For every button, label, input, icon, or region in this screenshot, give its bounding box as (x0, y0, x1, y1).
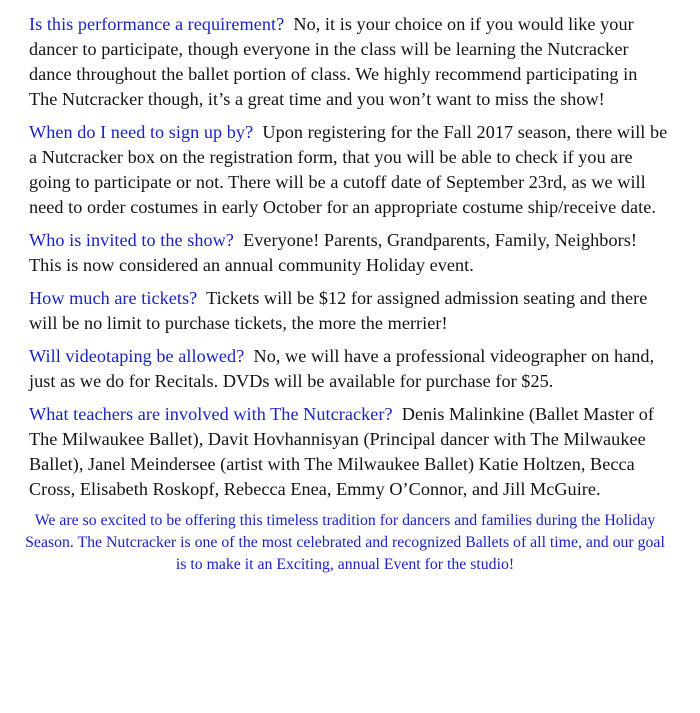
faq-item-requirement (29, 12, 670, 112)
faq-question: Is this performance a requirement? (29, 14, 285, 34)
faq-question: Will videotaping be allowed? (29, 346, 245, 366)
faq-paragraph (29, 344, 670, 394)
faq-answer: Everyone! Parents, Grandparents, Family, Neighbors! This is now considered an annual community Holiday event. (29, 230, 637, 275)
faq-paragraph (29, 12, 670, 112)
faq-item-videotaping (29, 344, 670, 394)
faq-answer: Upon registering for the Fall 2017 season, there will be a Nutcracker box on the registration form, that you will be able to check if you are going to participate or not. There will be a cutoff date of September 23rd, as we will need to order costumes in early October for an appropriate costume ship/receive date. (29, 122, 668, 217)
closing-statement: We are so excited to be offering this timeless tradition for dancers and families during the Holiday Season. The Nutcracker is one of the most celebrated and recognized Ballets of all time, and our goal is to make it an Exciting, annual Event for the studio! (25, 512, 665, 573)
faq-item-signup-deadline (29, 120, 670, 220)
faq-question: What teachers are involved with The Nutcracker? (29, 404, 393, 424)
faq-item-teachers (29, 402, 670, 502)
faq-item-invited (29, 228, 670, 278)
faq-paragraph (29, 402, 670, 502)
faq-question: When do I need to sign up by? (29, 122, 254, 142)
faq-question: How much are tickets? (29, 288, 198, 308)
faq-paragraph (29, 286, 670, 336)
faq-item-tickets (29, 286, 670, 336)
faq-paragraph (29, 228, 670, 278)
faq-question: Who is invited to the show? (29, 230, 234, 250)
faq-answer: No, we will have a professional videographer on hand, just as we do for Recitals. DVDs will be available for purchase for $25. (29, 346, 655, 391)
faq-answer: No, it is your choice on if you would like your dancer to participate, though everyone in the class will be learning the Nutcracker dance throughout the ballet portion of class. We highly recommend participating in The Nutcracker though, it’s a great time and you won’t want to miss the show! (29, 14, 638, 109)
faq-paragraph (29, 120, 670, 220)
faq-answer: Tickets will be $12 for assigned admission seating and there will be no limit to purchase tickets, the more the merrier! (29, 288, 648, 333)
faq-answer: Denis Malinkine (Ballet Master of The Milwaukee Ballet), Davit Hovhannisyan (Principal dancer with The Milwaukee Ballet), Janel Meindersee (artist with The Milwaukee Ballet) Katie Holtzen, Becca Cross, Elisabeth Roskopf, Rebecca Enea, Emmy O’Connor, and Jill McGuire. (29, 404, 654, 499)
